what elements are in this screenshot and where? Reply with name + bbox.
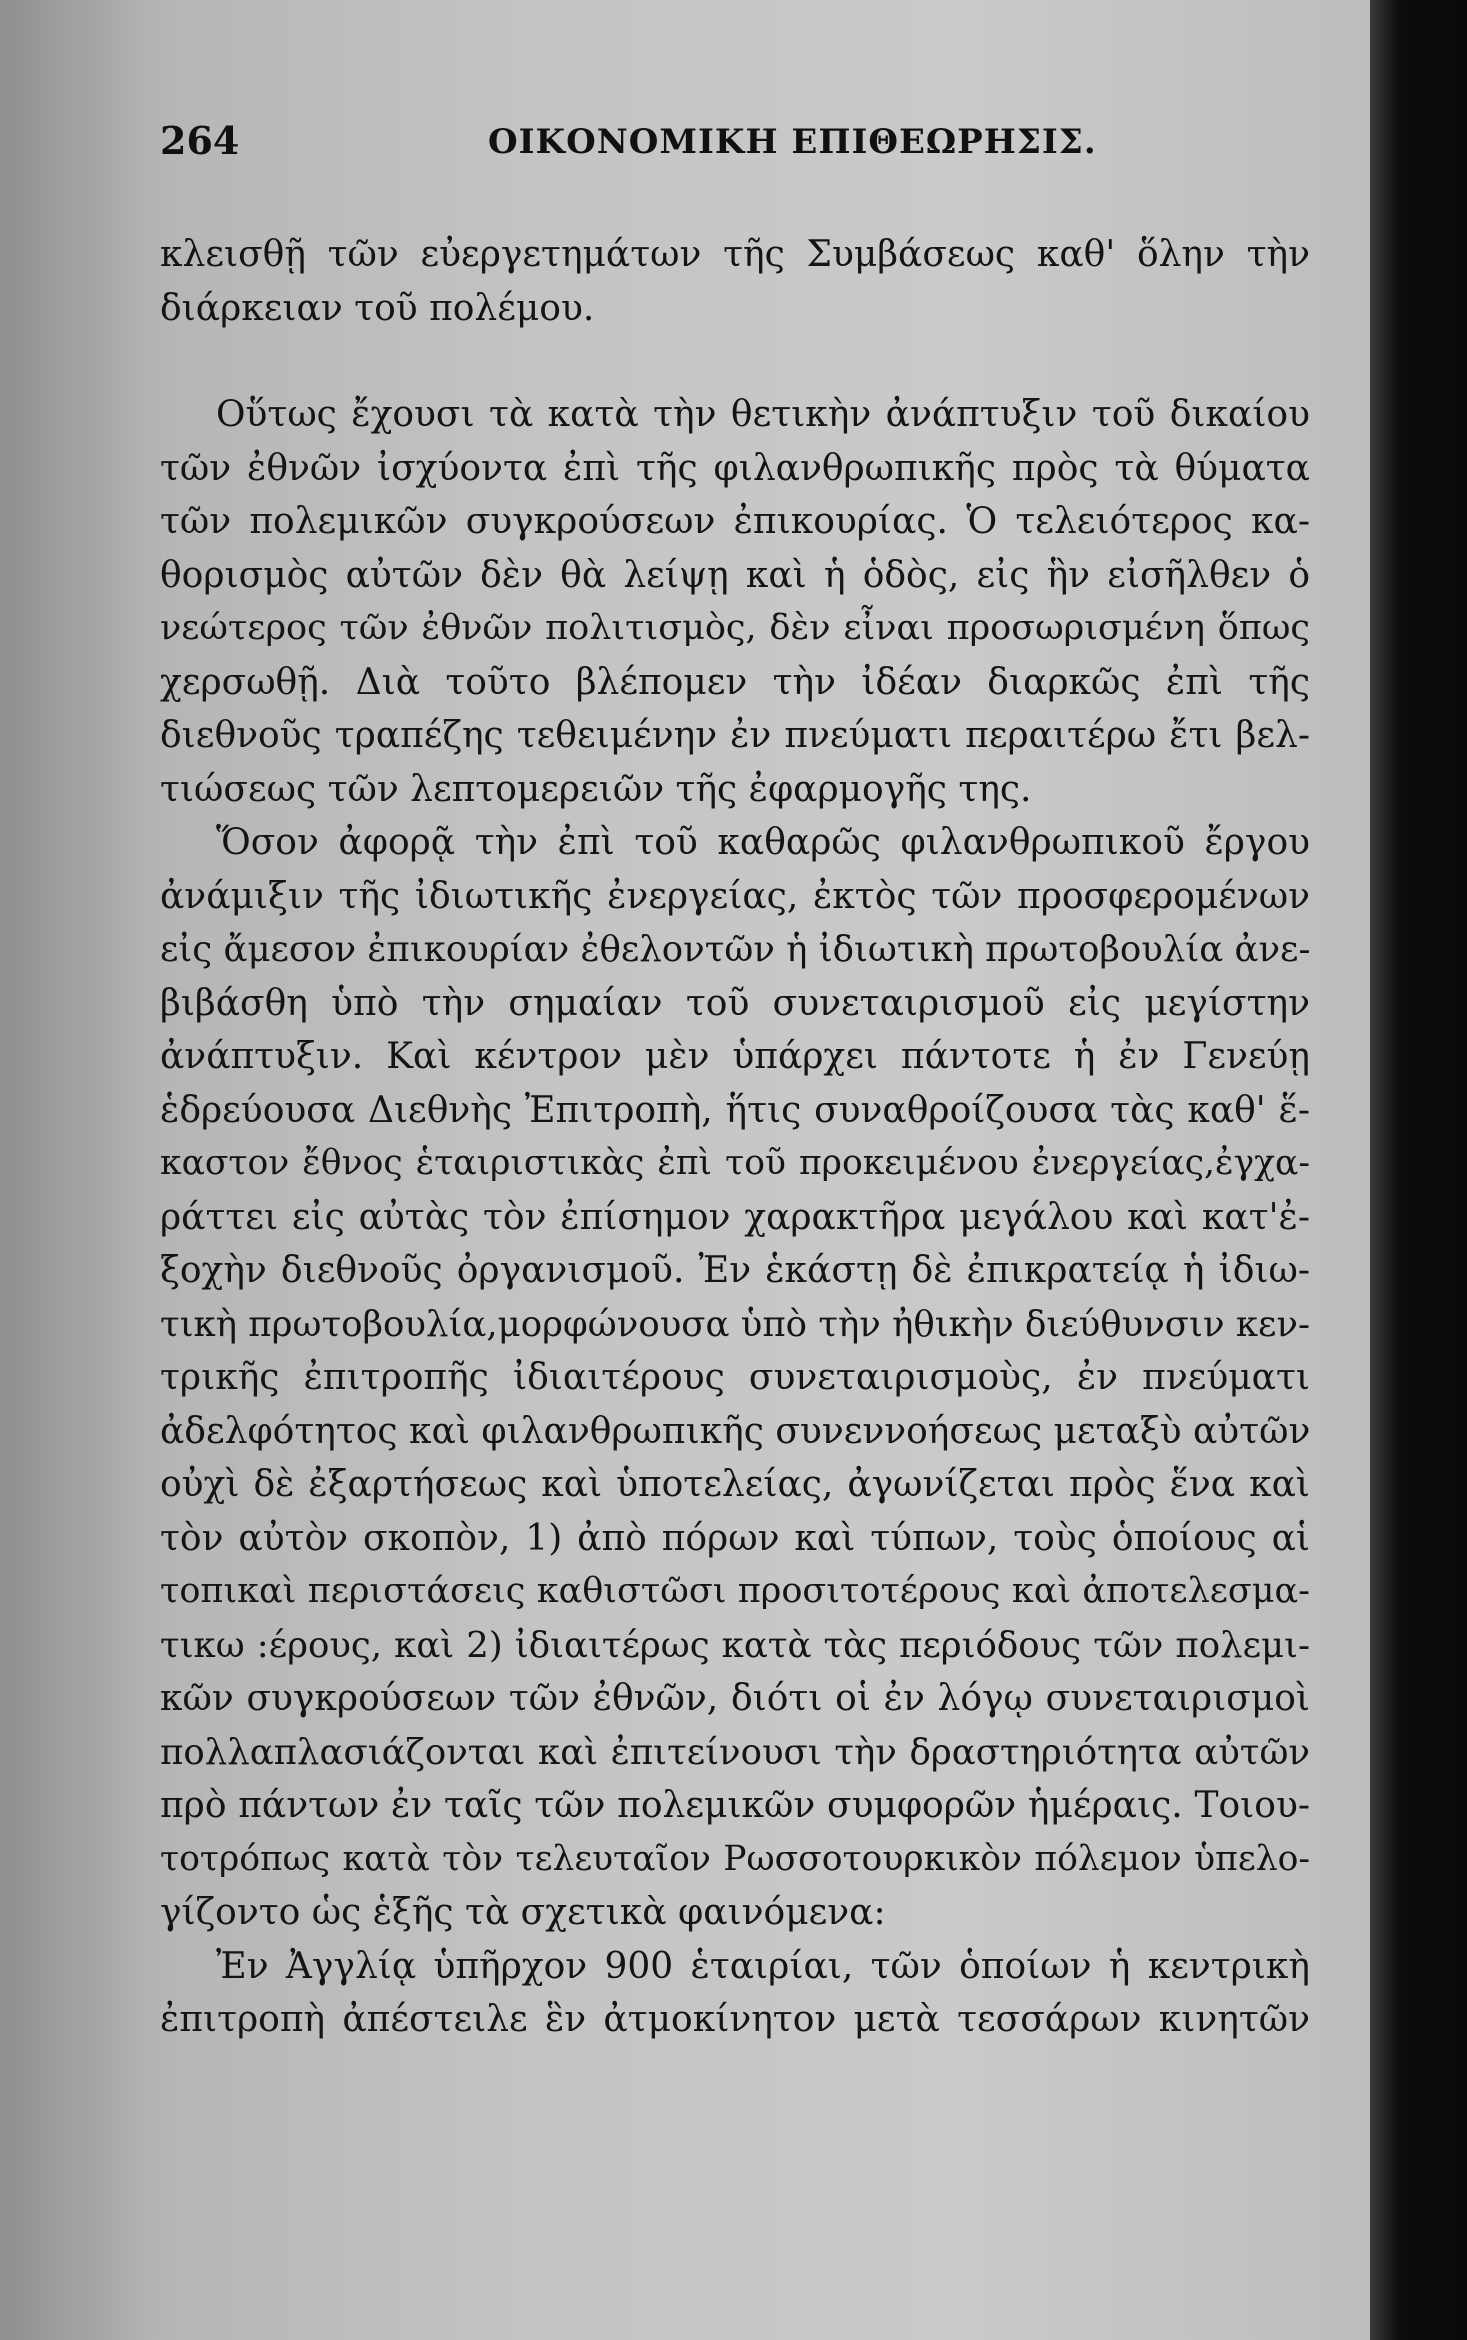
text-line: ἀνάπτυξιν. Καὶ κέντρον μὲν ὑπάρχει πάντοτε ἡ ἐν Γενεύῃ	[160, 1036, 1310, 1077]
text-line: τιώσεως τῶν λεπτομερειῶν τῆς ἐφαρμογῆς της.	[160, 768, 1032, 810]
paragraph-first-line: Ὅσον ἀφορᾷ τὴν ἐπὶ τοῦ καθαρῶς φιλανθρωπικοῦ ἔργου	[216, 822, 1310, 863]
text-line: καστον ἔθνος ἑταιριστικὰς ἐπὶ τοῦ προκειμένου ἐνεργείας,ἐγχα-	[160, 1143, 1310, 1183]
book-binding-shadow	[1370, 0, 1467, 2340]
text-line: διάρκειαν τοῦ πολέμου.	[160, 287, 595, 329]
paragraph-first-line: Οὕτως ἔχουσι τὰ κατὰ τὴν θετικὴν ἀνάπτυξιν τοῦ δικαίου	[216, 394, 1310, 435]
text-line: διεθνοῦς τραπέζης τεθειμένην ἐν πνεύματι περαιτέρω ἔτι βελ-	[160, 715, 1310, 756]
text-line: νεώτερος τῶν ἐθνῶν πολιτισμὸς, δὲν εἶναι προσωρισμένη ὅπως	[160, 608, 1310, 648]
text-line: τοπικαὶ περιστάσεις καθιστῶσι προσιτοτέρους καὶ ἀποτελεσμα-	[160, 1571, 1310, 1611]
text-line: ἑδρεύουσα Διεθνὴς Ἐπιτροπὴ, ἥτις συναθροίζουσα τὰς καθ' ἕ-	[160, 1089, 1310, 1131]
text-line: βιβάσθη ὑπὸ τὴν σημαίαν τοῦ συνεταιρισμοῦ εἰς μεγίστην	[160, 982, 1310, 1024]
text-line: τικω :έρους, καὶ 2) ἰδιαιτέρως κατὰ τὰς περιόδους τῶν πολεμι-	[160, 1624, 1310, 1666]
text-line: ἐπιτροπὴ ἀπέστειλε ἓν ἀτμοκίνητον μετὰ τεσσάρων κινητῶν	[160, 1999, 1310, 2040]
text-line: θορισμὸς αὐτῶν δὲν θὰ λείψῃ καὶ ἡ ὁδὸς, εἰς ἣν εἰσῆλθεν ὁ	[160, 554, 1310, 596]
paragraph-first-line: Ἐν Ἀγγλίᾳ ὑπῆρχον 900 ἑταιρίαι, τῶν ὁποίων ἡ κεντρικὴ	[216, 1945, 1310, 1987]
text-line: πρὸ πάντων ἐν ταῖς τῶν πολεμικῶν συμφορῶν ἡμέραις. Τοιου-	[160, 1785, 1310, 1826]
text-line: τοτρόπως κατὰ τὸν τελευταῖον Ρωσσοτουρκικὸν πόλεμον ὑπελο-	[160, 1838, 1310, 1879]
text-line: τὸν αὐτὸν σκοπὸν, 1) ἀπὸ πόρων καὶ τύπων, τοὺς ὁποίους αἱ	[160, 1517, 1310, 1559]
page-number: 264	[160, 118, 240, 163]
page-header	[160, 118, 1097, 178]
text-line: ἀνάμιξιν τῆς ἰδιωτικῆς ἐνεργείας, ἐκτὸς τῶν προσφερομένων	[160, 875, 1310, 917]
text-line: εἰς ἄμεσον ἐπικουρίαν ἐθελοντῶν ἡ ἰδιωτικὴ πρωτοβουλία ἀνε-	[160, 929, 1311, 970]
text-line: ράττει εἰς αὐτὰς τὸν ἐπίσημον χαρακτῆρα μεγάλου καὶ κατ'ἐ-	[160, 1196, 1310, 1238]
text-line: ξοχὴν διεθνοῦς ὀργανισμοῦ. Ἐν ἑκάστῃ δὲ ἐπικρατείᾳ ἡ ἰδιω-	[160, 1250, 1310, 1291]
text-line: κλεισθῇ τῶν εὐεργετημάτων τῆς Συμβάσεως καθ' ὅλην τὴν	[160, 234, 1310, 275]
text-line: ἀδελφότητος καὶ φιλανθρωπικῆς συνεννοήσεως μεταξὺ αὐτῶν	[160, 1410, 1311, 1452]
text-line: οὐχὶ δὲ ἐξαρτήσεως καὶ ὑποτελείας, ἀγωνίζεται πρὸς ἕνα καὶ	[160, 1464, 1310, 1505]
text-line: πολλαπλασιάζονται καὶ ἐπιτείνουσι τὴν δραστηριότητα αὐτῶν	[160, 1731, 1310, 1773]
text-line: τρικῆς ἐπιτροπῆς ἰδιαιτέρους συνεταιρισμοὺς, ἐν πνεύματι	[160, 1357, 1310, 1398]
running-head: ΟΙΚΟΝΟΜΙΚΗ ΕΠΙΘΕΩΡΗΣΙΣ.	[488, 122, 1097, 162]
text-line: κῶν συγκρούσεων τῶν ἐθνῶν, διότι οἱ ἐν λόγῳ συνεταιρισμοὶ	[160, 1678, 1310, 1719]
text-line: τῶν πολεμικῶν συγκρούσεων ἐπικουρίας. Ὁ τελειότερος κα-	[160, 501, 1310, 542]
body-text	[160, 228, 1310, 2047]
text-line: γίζοντο ὡς ἑξῆς τὰ σχετικὰ φαινόμενα:	[160, 1892, 886, 1933]
text-line: χερσωθῇ. Διὰ τοῦτο βλέπομεν τὴν ἰδέαν διαρκῶς ἐπὶ τῆς	[160, 661, 1310, 703]
text-line: τικὴ πρωτοβουλία,μορφώνουσα ὑπὸ τὴν ἠθικὴν διεύθυνσιν κεν-	[160, 1303, 1310, 1345]
text-line: τῶν ἐθνῶν ἰσχύοντα ἐπὶ τῆς φιλανθρωπικῆς πρὸς τὰ θύματα	[160, 447, 1310, 489]
